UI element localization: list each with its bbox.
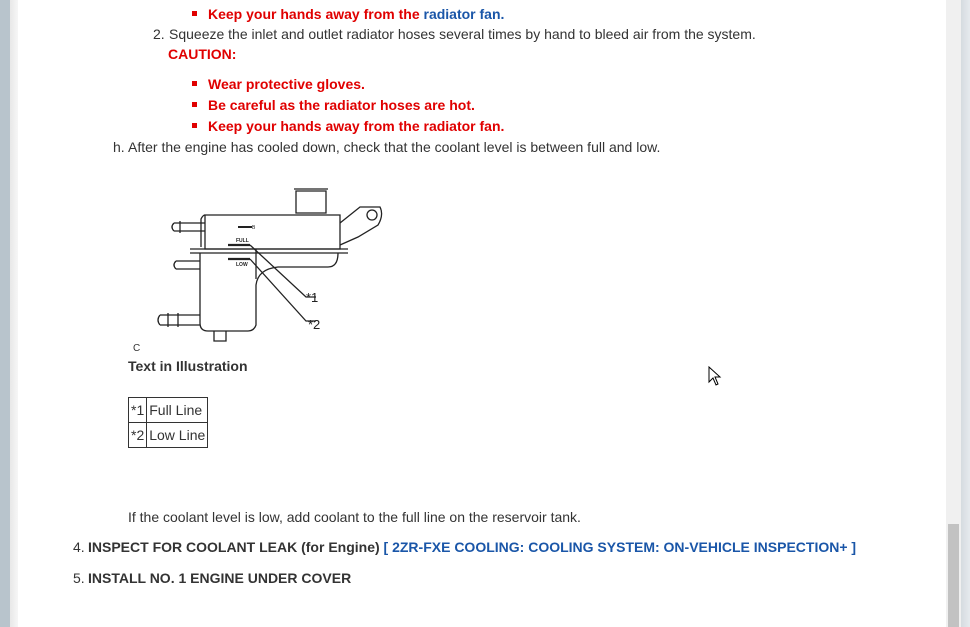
step-4-link[interactable]: [ 2ZR-FXE COOLING: COOLING SYSTEM: ON-VEHICLE INSPECTION+ ] [383,539,857,555]
inlet-hose-upper [172,223,205,231]
callout-1: *1 [306,290,319,305]
outlet-arm [340,207,382,245]
bullet-marker [192,81,197,86]
step-4-number: 4. [73,539,85,555]
coolant-note: If the coolant level is low, add coolant to the full line on the reservoir tank. [128,509,581,525]
legend-key: *1 [129,398,147,423]
illustration-caption: Text in Illustration [128,358,248,374]
caution-item-2: Be careful as the radiator hoses are hot. [208,97,475,113]
tank-flange [190,249,348,253]
caution-item-top [208,6,504,22]
scrollbar-thumb[interactable] [948,524,959,627]
step-h-text: After the engine has cooled down, check that the coolant level is between full and low. [128,139,661,155]
caution-text: Keep your hands away from the [208,6,424,22]
illustration-legend-table [128,397,208,448]
step-4-text: INSPECT FOR COOLANT LEAK (for Engine) [88,539,380,555]
step-h-number: h. [113,139,125,155]
hose-middle [174,261,200,269]
mouse-cursor-icon [708,366,724,388]
legend-key: *2 [129,423,147,448]
b-label: B [252,225,256,231]
full-label: FULL [236,238,249,244]
step-5-text: INSTALL NO. 1 ENGINE UNDER COVER [88,570,352,586]
legend-row [129,423,208,448]
step-5-number: 5. [73,570,85,586]
step-2-text: Squeeze the inlet and outlet radiator hoses several times by hand to bleed air from the system. [169,26,756,42]
window-left-border [0,0,10,627]
caution-item-1: Wear protective gloves. [208,76,365,92]
low-label: LOW [236,262,248,268]
step-4 [88,539,856,555]
bullet-marker [192,102,197,107]
bullet-marker [192,11,197,16]
legend-row [129,398,208,423]
tank-cap [296,191,326,213]
caution-item-3: Keep your hands away from the radiator fan. [208,118,505,134]
period: . [500,6,505,22]
drain-nipple [214,331,226,341]
tank-upper-body [205,215,340,249]
reservoir-tank-illustration [150,183,390,353]
legend-value: Low Line [147,423,208,448]
radiator-fan-link[interactable]: radiator fan [423,6,501,22]
caution-label: CAUTION: [168,46,237,62]
step-2-number: 2. [153,26,165,42]
hose-lower [158,315,200,325]
illustration-code: C [133,343,141,354]
callout-2: *2 [308,317,321,332]
bullet-marker [192,123,197,128]
window-right-border [961,0,970,627]
legend-value: Full Line [147,398,208,423]
window-left-shadow [10,0,18,627]
